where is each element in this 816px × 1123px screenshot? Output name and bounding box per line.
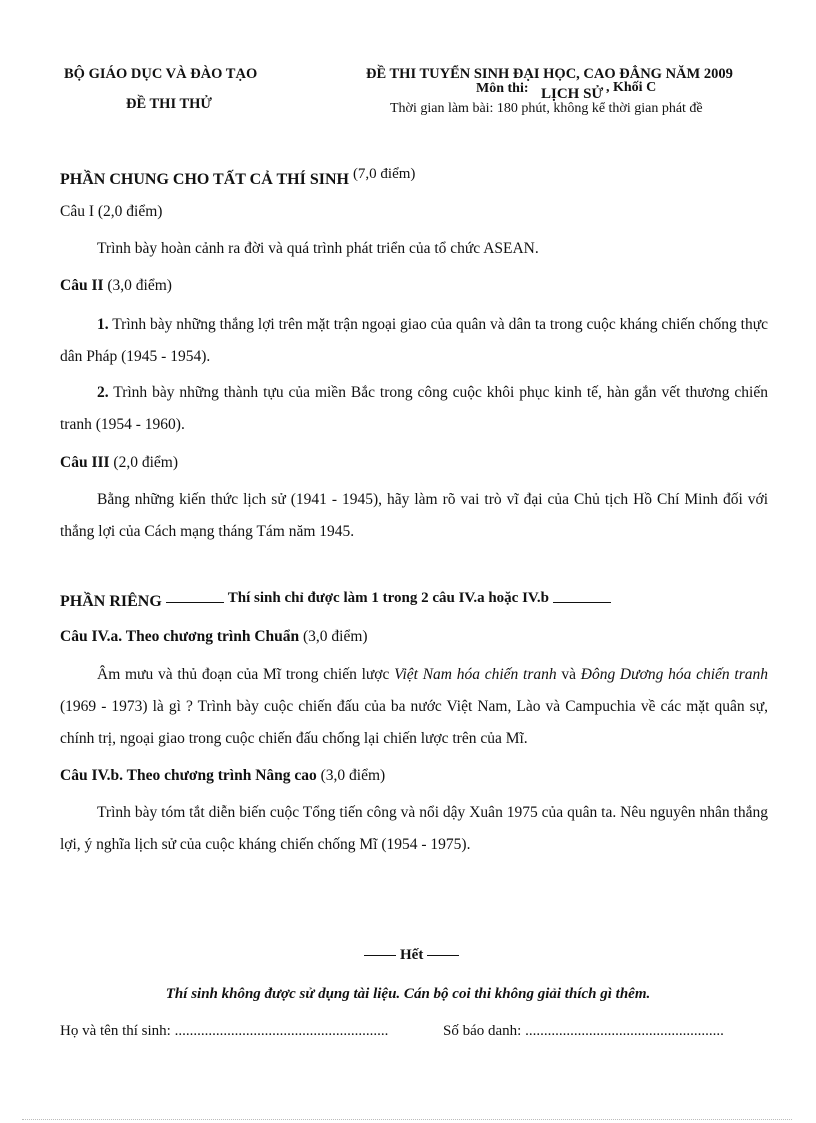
page-bottom-border xyxy=(22,1119,792,1120)
time-note: Thời gian làm bài: 180 phút, không kể thời gian phát đề xyxy=(390,101,703,116)
question-1-label: Câu I xyxy=(60,203,95,220)
question-2-heading xyxy=(60,277,172,295)
italic-term-1: Việt Nam hóa chiến tranh xyxy=(394,666,557,683)
question-2-item-2-number: 2. xyxy=(97,384,109,401)
question-4b-label: Câu IV.b. Theo chương trình Nâng cao xyxy=(60,767,317,784)
candidate-name-label: Họ và tên thí sinh: ......................................................... xyxy=(60,1023,389,1039)
private-note: Thí sinh chỉ được làm 1 trong 2 câu IV.a hoặc IV.b xyxy=(227,590,549,606)
private-heading: PHẦN RIÊNG xyxy=(60,593,162,610)
text-run: và xyxy=(556,666,581,683)
text-run: Âm mưu và thủ đoạn của Mĩ trong chiến lược xyxy=(97,666,395,683)
subject-block: , Khối C xyxy=(606,80,657,95)
question-3-text: Bằng những kiến thức lịch sử (1941 - 1945), hãy làm rõ vai trò vĩ đại của Chủ tịch Hồ Chí Minh đối với thắng lợi của Cách mạng tháng Tám năm 1945. xyxy=(60,491,768,540)
exam-title: ĐỀ THI TUYỂN SINH ĐẠI HỌC, CAO ĐẲNG NĂM 2009 xyxy=(366,66,733,82)
question-4a-points: (3,0 điểm) xyxy=(303,628,368,645)
question-2-points: (3,0 điểm) xyxy=(107,277,172,294)
question-2-item-2 xyxy=(60,377,768,441)
question-4a-text xyxy=(60,659,768,755)
end-text: Hết xyxy=(400,947,424,963)
ministry-name: BỘ GIÁO DỤC VÀ ĐÀO TẠO xyxy=(64,66,258,82)
question-2-item-1-number: 1. xyxy=(97,316,109,333)
question-4b-heading xyxy=(60,767,385,785)
question-2-label: Câu II xyxy=(60,277,104,294)
question-4b-points: (3,0 điểm) xyxy=(320,767,386,784)
question-2-item-1-text: Trình bày những thắng lợi trên mặt trận ngoại giao của quân và dân ta trong cuộc kháng chiến chống thực dân Pháp (1945 - 1954). xyxy=(60,316,768,365)
question-4a-heading xyxy=(60,628,368,646)
question-4b-text: Trình bày tóm tắt diễn biến cuộc Tổng tiến công và nổi dậy Xuân 1975 của quân ta. Nêu nguyên nhân thắng lợi, ý nghĩa lịch sử của cuộc kháng chiến chống Mĩ (1954 - 1975). xyxy=(60,804,768,853)
divider-line xyxy=(427,955,459,956)
text-run: (1969 - 1973) là gì ? Trình bày cuộc chiến đấu của ba nước Việt Nam, Lào và Campuchia về các mặt quân sự, chính trị, ngoại giao trong cuộc chiến đấu chống lại chiến lược trên của Mĩ. xyxy=(60,698,768,747)
question-4a-label: Câu IV.a. Theo chương trình Chuẩn xyxy=(60,628,300,645)
italic-term-2: Đông Dương hóa chiến tranh xyxy=(580,666,768,683)
exam-type: ĐỀ THI THỬ xyxy=(126,96,212,112)
divider-line xyxy=(364,955,396,956)
question-2-item-2-text: Trình bày những thành tựu của miền Bắc trong công cuộc khôi phục kinh tế, hàn gắn vết thương chiến tranh (1954 - 1960). xyxy=(60,384,768,433)
divider-line xyxy=(553,602,611,603)
common-heading-row xyxy=(60,166,416,189)
question-2-item-1 xyxy=(60,309,768,373)
question-3-heading xyxy=(60,454,178,472)
candidate-id-label: Số báo danh: ..................................................... xyxy=(443,1023,724,1039)
question-1-points: (2,0 điểm) xyxy=(97,203,163,220)
divider-line xyxy=(166,602,224,603)
footer-note: Thí sinh không được sử dụng tài liệu. Cán bộ coi thi không giải thích gì thêm. xyxy=(165,986,651,1002)
question-1-heading xyxy=(60,203,162,221)
common-heading: PHẦN CHUNG CHO TẤT CẢ THÍ SINH xyxy=(60,171,349,188)
end-marker xyxy=(360,947,463,964)
question-3-points: (2,0 điểm) xyxy=(113,454,178,471)
common-points: (7,0 điểm) xyxy=(352,166,416,182)
question-1-text: Trình bày hoàn cảnh ra đời và quá trình phát triển của tổ chức ASEAN. xyxy=(97,240,539,257)
private-heading-row xyxy=(60,590,615,611)
subject-prefix: Môn thi: xyxy=(476,81,529,96)
question-3-label: Câu III xyxy=(60,454,110,471)
subject-name: LỊCH SỬ xyxy=(541,86,604,102)
